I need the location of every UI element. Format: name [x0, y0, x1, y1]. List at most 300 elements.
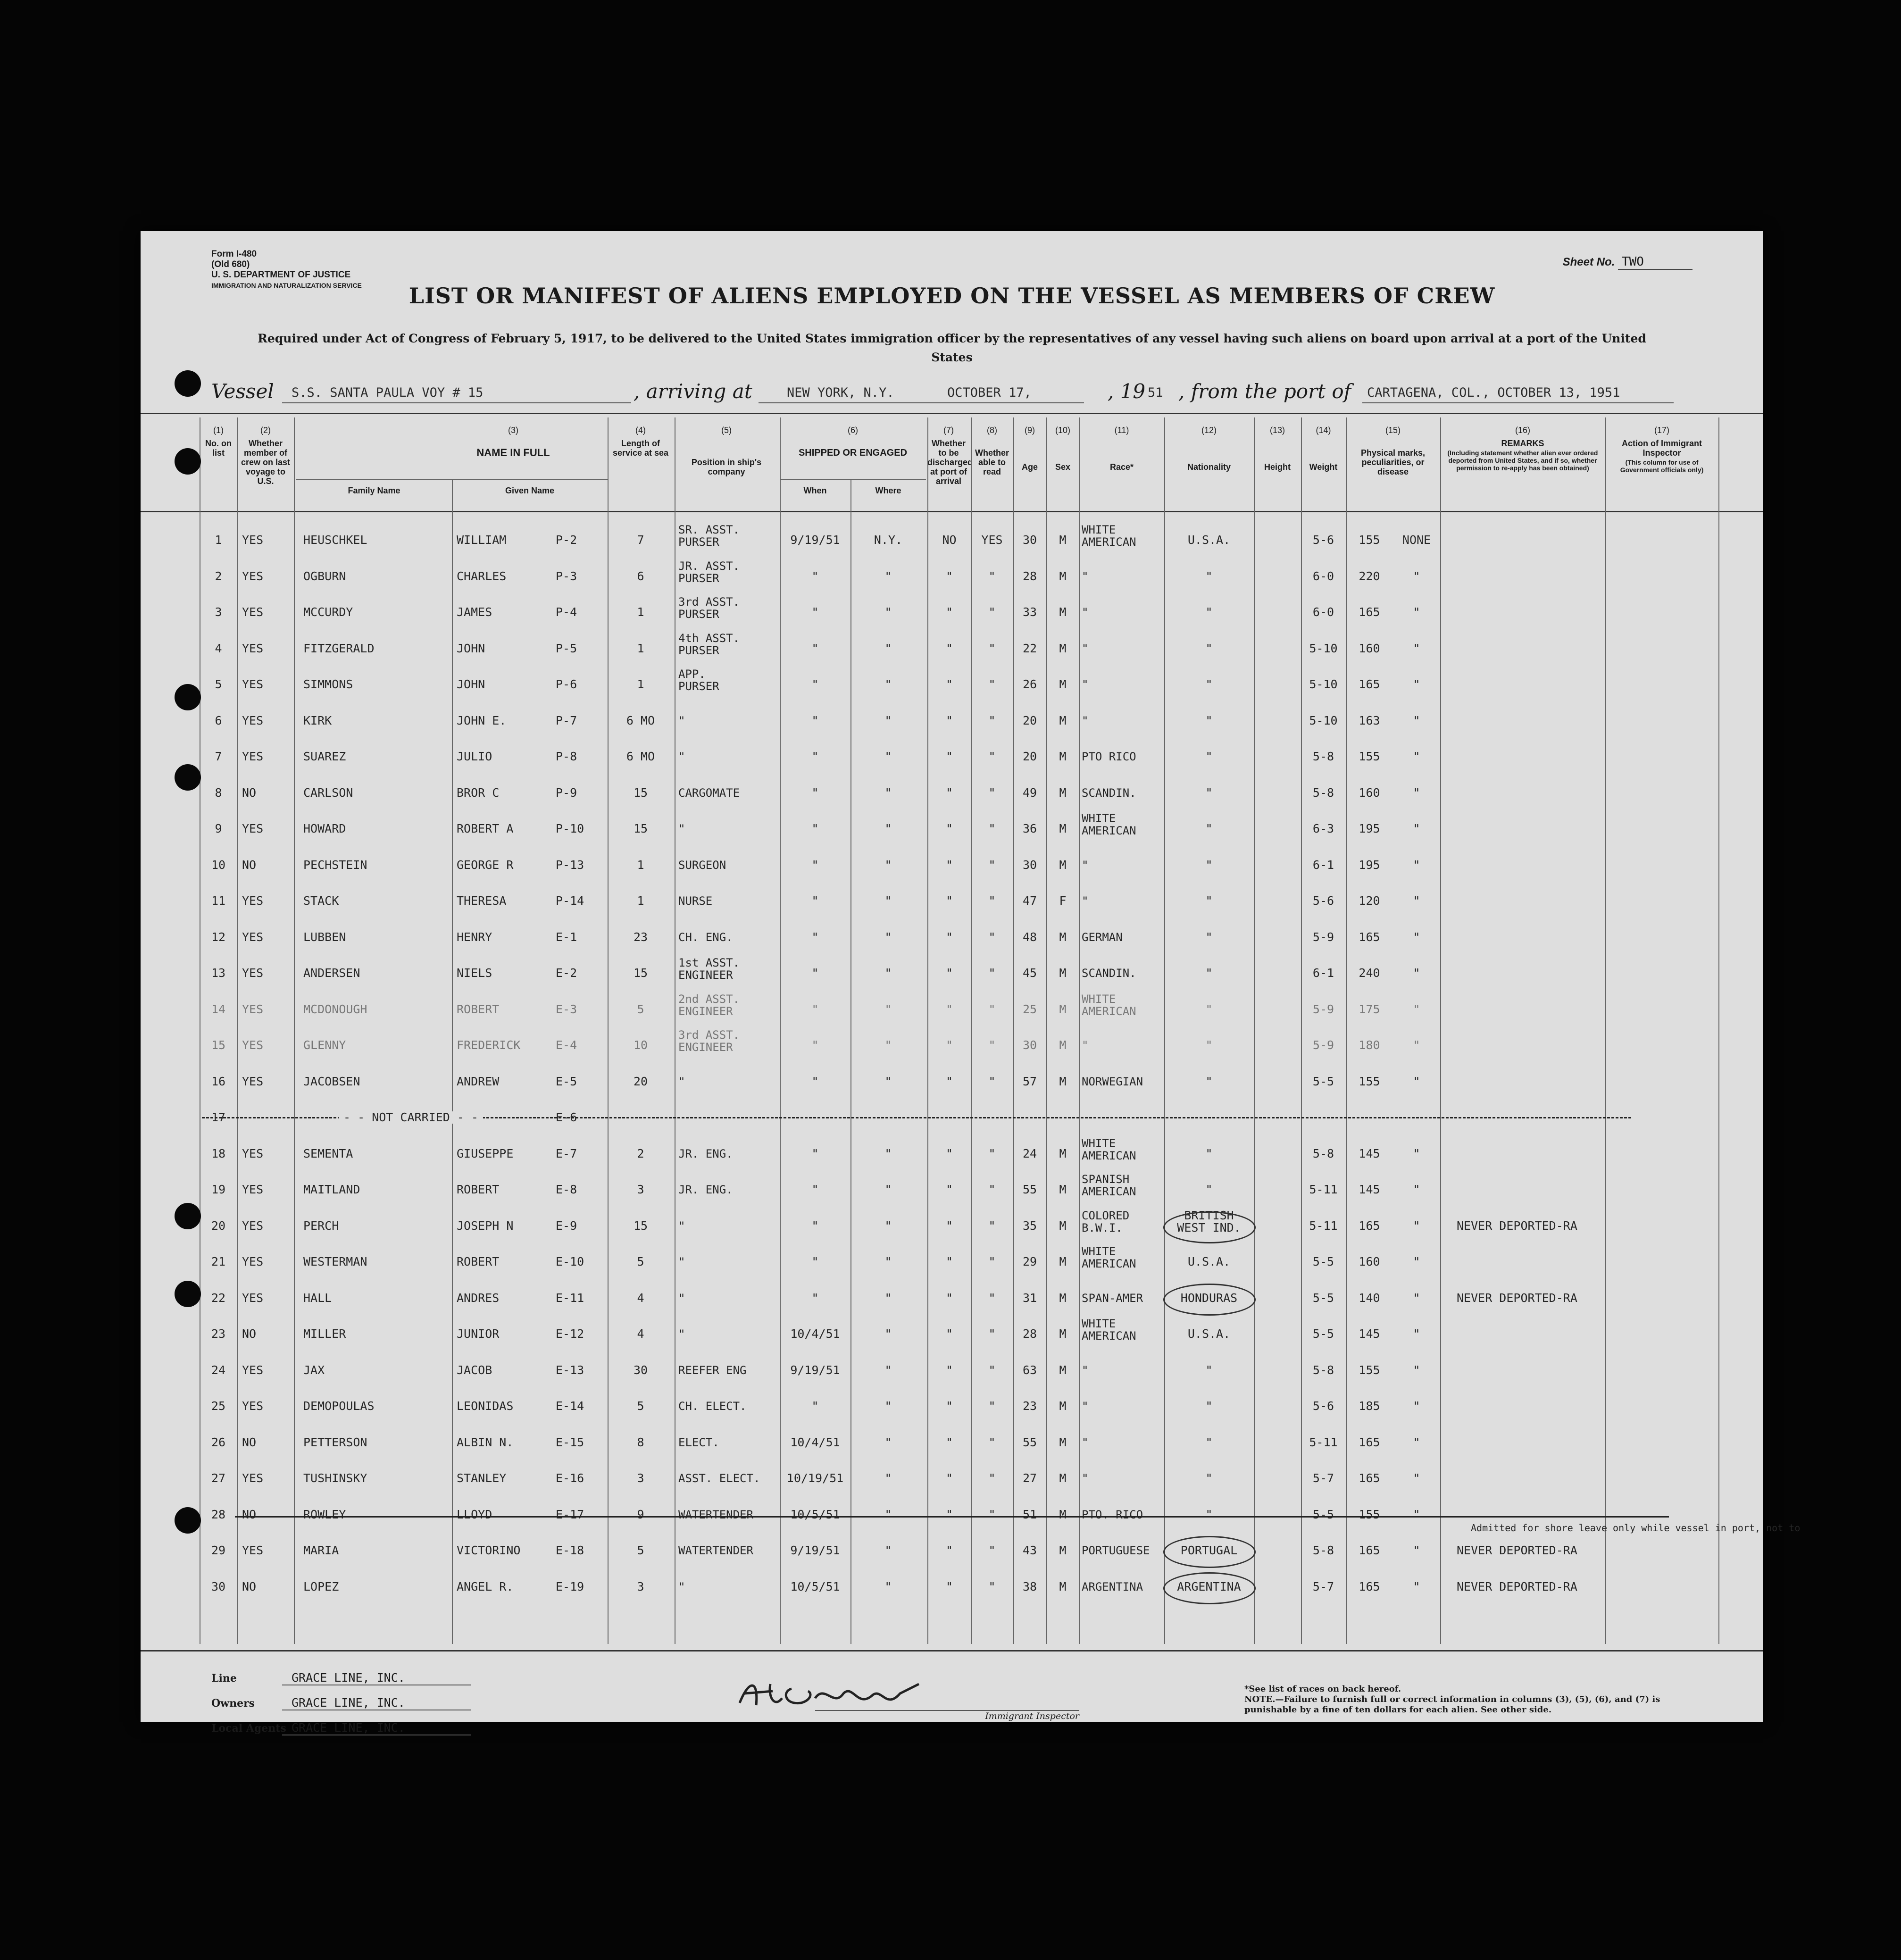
cell-race: " — [1082, 569, 1089, 583]
cell-position: " — [678, 1075, 685, 1088]
cell-read: " — [988, 750, 996, 763]
cell-age: 57 — [1022, 1074, 1037, 1088]
cell-height: 5-6 — [1312, 894, 1334, 908]
cell-when: " — [811, 1002, 819, 1016]
cell-where: " — [884, 785, 892, 800]
cell-when: 10/5/51 — [790, 1507, 840, 1521]
cell-code: P-10 — [556, 822, 584, 835]
cell-when: " — [811, 1291, 819, 1305]
cell-when: " — [811, 858, 819, 872]
cell-service: 6 MO — [626, 713, 655, 727]
cell-when: " — [811, 569, 819, 583]
cell-when: " — [811, 641, 819, 655]
cell-when: " — [811, 677, 819, 691]
cell-no: 16 — [211, 1074, 226, 1088]
cell-weight: 163 — [1359, 713, 1380, 727]
cell-weight: 165 — [1359, 1543, 1380, 1557]
agents-value: GRACE LINE, INC. — [282, 1721, 471, 1735]
cell-code: E-10 — [556, 1255, 584, 1268]
cell-height: 5-9 — [1312, 1002, 1334, 1016]
cell-weight: 240 — [1359, 966, 1380, 980]
cell-discharged: " — [945, 1471, 953, 1485]
cell-discharged: " — [945, 569, 953, 583]
cell-crew: YES — [242, 822, 264, 835]
vessel-name: S.S. SANTA PAULA VOY # 15 — [292, 385, 484, 400]
cell-crew: NO — [242, 785, 257, 800]
cell-no: 21 — [211, 1255, 226, 1268]
cell-marks: " — [1413, 569, 1420, 583]
owners-value: GRACE LINE, INC. — [282, 1696, 471, 1710]
cell-family: ROWLEY — [303, 1507, 346, 1521]
cell-nationality: " — [1205, 1038, 1213, 1052]
table-row — [141, 1101, 1763, 1137]
cell-read: " — [988, 1291, 996, 1305]
cell-age: 35 — [1022, 1218, 1037, 1233]
cell-no: 11 — [211, 894, 226, 908]
cell-given: HENRY — [457, 930, 492, 944]
cell-given: ROBERT — [457, 1183, 500, 1196]
cell-sex: M — [1059, 1146, 1067, 1160]
table-row — [141, 1498, 1801, 1534]
cell-crew: YES — [242, 894, 264, 908]
cell-service: 6 MO — [626, 750, 655, 763]
cell-where: " — [884, 677, 892, 691]
cell-weight: 155 — [1359, 1363, 1380, 1377]
cell-given: JACOB — [457, 1363, 492, 1377]
cell-nationality: " — [1205, 1183, 1213, 1196]
cell-family: PERCH — [303, 1218, 339, 1233]
page-subtitle: Required under Act of Congress of February 5, 1917, to be delivered to the United States immigration officer by the representatives of any vessel having such aliens on board upon arrival at a port of the United States — [258, 332, 1646, 364]
cell-position: " — [678, 750, 685, 763]
cell-discharged: " — [945, 1543, 953, 1557]
cell-weight: 145 — [1359, 1183, 1380, 1196]
cell-family: KIRK — [303, 713, 332, 727]
cell-position: " — [678, 822, 685, 835]
cell-weight: 160 — [1359, 641, 1380, 655]
cell-where: " — [884, 1543, 892, 1557]
cell-marks: " — [1413, 894, 1420, 908]
cell-given: JULIO — [457, 750, 492, 763]
table-row — [141, 1209, 1763, 1245]
cell-race: " — [1082, 1400, 1089, 1413]
cell-when: " — [811, 785, 819, 800]
cell-nationality: " — [1205, 1435, 1213, 1449]
cell-weight: 160 — [1359, 785, 1380, 800]
cell-crew: YES — [242, 641, 264, 655]
cell-discharged: " — [945, 1399, 953, 1413]
cell-position: APP. PURSER — [678, 667, 719, 693]
cell-discharged: " — [945, 966, 953, 980]
cell-given: JAMES — [457, 605, 492, 619]
cell-discharged: " — [945, 713, 953, 727]
cell-read: " — [988, 1543, 996, 1557]
cell-height: 6-1 — [1312, 858, 1334, 872]
cell-position: WATERTENDER — [678, 1544, 753, 1557]
footnotes: *See list of races on back hereof. NOTE.—Failure to furnish full or correct information in columns (3), (5), (6), and (7) is punishable by a fine of ten dollars for each alien. See other side. — [1244, 1684, 1660, 1715]
cell-code: P-4 — [556, 605, 577, 619]
cell-family: LOPEZ — [303, 1579, 339, 1593]
cell-when: 9/19/51 — [790, 1363, 840, 1377]
cell-crew: YES — [242, 1399, 264, 1413]
cell-given: NIELS — [457, 966, 492, 980]
cell-service: 7 — [637, 533, 644, 547]
cell-race: " — [1082, 1039, 1089, 1052]
cell-height: 5-10 — [1309, 677, 1338, 691]
cell-read: " — [988, 1327, 996, 1341]
cell-when: 9/19/51 — [790, 533, 840, 547]
cell-no: 1 — [215, 533, 222, 547]
cell-sex: M — [1059, 605, 1067, 619]
cell-position: REEFER ENG — [678, 1363, 747, 1377]
cell-read: " — [988, 713, 996, 727]
cell-height: 6-3 — [1312, 822, 1334, 835]
departure-port: CARTAGENA, COL., OCTOBER 13, 1951 — [1367, 385, 1620, 400]
cell-no: 4 — [215, 641, 222, 655]
cell-crew: YES — [242, 1291, 264, 1305]
cell-where: " — [884, 966, 892, 980]
cell-when: " — [811, 822, 819, 835]
cell-given: GEORGE R — [457, 858, 514, 872]
cell-sex: M — [1059, 677, 1067, 691]
table-row — [141, 596, 1763, 632]
cell-height: 5-7 — [1312, 1579, 1334, 1593]
cell-when: " — [811, 1399, 819, 1413]
cell-sex: M — [1059, 1471, 1067, 1485]
sheet-number: Sheet No. TWO — [1563, 255, 1693, 270]
cell-weight: 165 — [1359, 677, 1380, 691]
cell-age: 23 — [1022, 1399, 1037, 1413]
cell-nationality: " — [1205, 1399, 1213, 1413]
cell-age: 49 — [1022, 785, 1037, 800]
cell-marks: " — [1413, 1507, 1420, 1521]
cell-family: SUAREZ — [303, 750, 346, 763]
table-row — [141, 993, 1763, 1029]
cell-no: 18 — [211, 1146, 226, 1160]
cell-sex: M — [1059, 641, 1067, 655]
cell-family: CARLSON — [303, 785, 353, 800]
cell-race: " — [1082, 1435, 1089, 1449]
cell-weight: 140 — [1359, 1291, 1380, 1305]
cell-read: " — [988, 1218, 996, 1233]
cell-family: JACOBSEN — [303, 1074, 360, 1088]
cell-no: 8 — [215, 785, 222, 800]
cell-marks: " — [1413, 1002, 1420, 1016]
cell-code: E-5 — [556, 1074, 577, 1088]
cell-read: " — [988, 894, 996, 908]
cell-height: 5-6 — [1312, 1399, 1334, 1413]
cell-read: " — [988, 966, 996, 980]
cell-weight: 195 — [1359, 822, 1380, 835]
cell-when: 10/4/51 — [790, 1435, 840, 1449]
cell-code: P-3 — [556, 569, 577, 583]
manifest-sheet: Form I-480 (Old 680) U. S. DEPARTMENT OF JUSTICE IMMIGRATION AND NATURALIZATION SERVICE Sheet No. TWO LIST OR MANIFEST OF ALIENS EMPLOYED ON THE VESSEL AS MEMBERS OF CREW Required under Act of Congress of February 5, 1917, to be delivered to the United States immigration officer by the representatives of any vessel having such aliens on board upon arrival at a port of the United States Vessel S.S. SANTA PAULA VOY # 15 , arriving at NEW YORK, N.Y. OCTOBER 17, , 19 51 , from the port of CARTAGENA, COL., OCTOBER 13, 1951 (1) No. on list (2) Whether member of crew on last voyage to U.S. (3) NAME IN FULL Family Name Given Name (4) Length of service at sea (5) Position in ship's company (6) SHIPPED OR ENGAGED When Where (7) Whether to be discharged at port of arrival (8) Whether able to read (9) Age (10) Sex (11) Race* (12) Nationality (13) Height (14) Weight (15) Physical marks, peculiarities, or disease (16) REMARKS (Including statement whether alien ever ordered deported from United States, and if so, whether permission to re-apply has been obtained) (17) Action of Immigrant Inspector (This column for use of Government officials only) 1 YES HEUSCHKEL WILLIAM P-2 7 SR. ASST. PURSER 9/19/51 N.Y. NO YES 30 M WHITE AMERICAN U.S.A. 5-6 155 NONE 2 YES OGBURN CHARLES P-3 6 JR. ASST. PURSER " " " " 28 M " " 6-0 220 " 3 YES MCCURDY JAMES P-4 1 3rd ASST. PURSER " " " " 33 M " " 6-0 165 " 4 YES FITZGERALD JOHN P-5 1 4th ASST. PURSER " " " " 22 M " " 5-10 160 " 5 YES SIMMONS JOHN P-6 1 APP. PURSER " " " " 26 M " " 5-10 165 " 6 YES KIRK JOHN E. P-7 6 MO " " " " " 20 M " " 5-10 163 " 7 YES SUAREZ JULIO P-8 6 MO " " " " " 20 M PTO RICO " 5-8 155 " 8 NO CARLSON BROR C P-9 15 CARGOMATE " " " " 49 M SCANDIN. " 5-8 160 " 9 YES HOWARD ROBERT A P-10 15 " " " " " 36 M WHITE AMERICAN " 6-3 195 " 10 NO PECHSTEIN GEORGE R P-13 1 SURGEON " " " " 30 M " " 6-1 195 " 11 YES STACK THERESA P-14 1 NURSE " " " " 47 F " " 5-6 120 " 12 YES LUBBEN HENRY E-1 23 CH. ENG. " " " " 48 M GERMAN " 5-9 165 " 13 YES ANDERSEN NIELS E-2 15 1st ASST. ENGINEER " " " " 45 M SCANDIN. " 6-1 240 " 14 YES MCDONOUGH ROBERT E-3 5 2nd ASST. ENGINEER " " " " 25 M WHITE AMERICAN " 5-9 175 " 15 YES GLENNY FREDERICK E-4 10 3rd ASST. ENGINEER " " " " 30 M " " 5-9 180 " 16 YES JACOBSEN ANDREW E-5 20 " " " " " 57 M NORWEGIAN " 5-5 155 " 17 E-6 - - NOT CARRIED - - 18 YES SEMENTA GIUSEPPE E-7 2 JR. ENG. " " " " 24 M WHITE AMERICAN " 5-8 145 " 19 YES MAITLAND ROBERT E-8 3 JR. ENG. " " " " 55 M SPANISH AMERICAN " 5-11 145 " 20 YES PERCH JOSEPH N E-9 15 " " " " " 35 M COLORED B.W.I. BRITISH WEST IND. 5-11 165 " NEVER DEPORTED-RA 21 YES WESTERMAN ROBERT E-10 5 " " " " " 29 M WHITE AMERICAN U.S.A. 5-5 160 " 22 YES HALL ANDRES E-11 4 " " " " " 31 M SPAN-AMER HONDURAS 5-5 140 " NEVER DEPORTED-RA 23 NO MILLER JUNIOR E-12 4 " 10/4/51 " " " 28 M WHITE AMERICAN U.S.A. 5-5 145 " 24 YES JAX JACOB E-13 30 REEFER ENG 9/19/51 " " " 63 M " " 5-8 155 " 25 YES DEMOPOULAS LEONIDAS E-14 5 CH. ELECT. " " " " 23 M " " 5-6 185 " 26 NO PETTERSON ALBIN N. E-15 8 ELECT. 10/4/51 " " " 55 M " " 5-11 165 " 27 YES TUSHINSKY STANLEY E-16 3 ASST. ELECT. 10/19/51 " " " 27 M " " 5-7 165 " 28 NO ROWLEY LLOYD E-17 9 WATERTENDER 10/5/51 " " " 51 M PTO. RICO " 5-5 155 " Admitted for shore leave only while vessel in port, not to 29 YES MARIA VICTORINO E-18 5 WATERTENDER 9/19/51 " " " 43 M PORTUGUESE PORTUGAL 5-8 165 " NEVER DEPORTED-RA 30 NO LOPEZ ANGEL R. E-19 3 " 10/5/51 " " " 38 M ARGENTINA ARGENTINA 5-7 165 " NEVER DEPORTED-RA Line GRACE LINE, INC. Owners GRACE LINE, INC. Local Agents GRACE LINE, INC. Immigrant Inspector *See list of races on back hereof. NOTE.—Failure to furnish full or correct information in columns (3), (5), (6), and (7) is punishable by a fine of ten dollars for each alien. See other side. — [141, 231, 1763, 1722]
cell-service: 5 — [637, 1399, 644, 1413]
cell-race: WHITE AMERICAN — [1082, 1317, 1136, 1343]
cell-service: 1 — [637, 894, 644, 908]
cell-read: " — [988, 785, 996, 800]
cell-race: " — [1082, 678, 1089, 691]
cell-nationality: " — [1205, 1146, 1213, 1160]
cell-code: E-15 — [556, 1435, 584, 1449]
cell-weight: 160 — [1359, 1255, 1380, 1268]
cell-age: 30 — [1022, 1038, 1037, 1052]
cell-service: 6 — [637, 569, 644, 583]
cell-nationality: PORTUGAL — [1180, 1543, 1238, 1557]
cell-family: SIMMONS — [303, 677, 353, 691]
table-row — [141, 740, 1763, 776]
table-row — [141, 1354, 1763, 1390]
cell-race: GERMAN — [1082, 930, 1123, 944]
cell-age: 25 — [1022, 1002, 1037, 1016]
cell-race: SPAN-AMER — [1082, 1291, 1143, 1305]
cell-marks: " — [1413, 1363, 1420, 1377]
cell-discharged: " — [945, 1327, 953, 1341]
cell-weight: 155 — [1359, 1074, 1380, 1088]
cell-when: " — [811, 750, 819, 763]
cell-age: 43 — [1022, 1543, 1037, 1557]
cell-service: 5 — [637, 1543, 644, 1557]
cell-height: 5-11 — [1309, 1183, 1338, 1196]
cell-code: E-18 — [556, 1543, 584, 1557]
cell-where: " — [884, 1399, 892, 1413]
cell-code: E-3 — [556, 1002, 577, 1016]
cell-read: " — [988, 1146, 996, 1160]
cell-service: 8 — [637, 1435, 644, 1449]
cell-position: JR. ASST. PURSER — [678, 559, 740, 585]
cell-when: " — [811, 1255, 819, 1268]
cell-where: " — [884, 1507, 892, 1521]
cell-when: " — [811, 1146, 819, 1160]
cell-race: WHITE AMERICAN — [1082, 1136, 1136, 1162]
cell-no: 9 — [215, 822, 222, 835]
cell-family: HALL — [303, 1291, 332, 1305]
nationality-circle — [1163, 1572, 1256, 1604]
form-identifier: Form I-480 (Old 680) U. S. DEPARTMENT OF JUSTICE IMMIGRATION AND NATURALIZATION SERVICE — [211, 249, 362, 289]
cell-weight: 155 — [1359, 750, 1380, 763]
cell-discharged: " — [945, 1038, 953, 1052]
cell-height: 5-8 — [1312, 1543, 1334, 1557]
cell-weight: 180 — [1359, 1038, 1380, 1052]
cell-given: ANGEL R. — [457, 1579, 514, 1593]
cell-age: 26 — [1022, 677, 1037, 691]
cell-discharged: " — [945, 750, 953, 763]
cell-discharged: " — [945, 894, 953, 908]
binder-hole — [175, 1507, 201, 1534]
cell-position: ELECT. — [678, 1435, 719, 1449]
cell-crew: YES — [242, 605, 264, 619]
cell-crew: YES — [242, 930, 264, 944]
cell-discharged: " — [945, 1002, 953, 1016]
cell-given: WILLIAM — [457, 533, 507, 547]
cell-service: 1 — [637, 677, 644, 691]
cell-no: 13 — [211, 966, 226, 980]
cell-crew: YES — [242, 966, 264, 980]
cell-service: 20 — [633, 1074, 648, 1088]
cell-read: " — [988, 1363, 996, 1377]
cell-family: STACK — [303, 894, 339, 908]
cell-crew: YES — [242, 713, 264, 727]
cell-where: " — [884, 894, 892, 908]
cell-marks: " — [1413, 1471, 1420, 1485]
cell-discharged: " — [945, 1435, 953, 1449]
cell-sex: M — [1059, 1218, 1067, 1233]
cell-crew: YES — [242, 569, 264, 583]
cell-given: ANDREW — [457, 1074, 500, 1088]
cell-discharged: " — [945, 1255, 953, 1268]
cell-remarks: NEVER DEPORTED-RA — [1457, 1218, 1577, 1233]
cell-code: E-11 — [556, 1291, 584, 1305]
cell-height: 5-9 — [1312, 1038, 1334, 1052]
cell-crew: YES — [242, 1363, 264, 1377]
cell-no: 27 — [211, 1471, 226, 1485]
cell-where: " — [884, 1002, 892, 1016]
cell-marks: " — [1413, 930, 1420, 944]
cell-height: 5-10 — [1309, 641, 1338, 655]
cell-when: " — [811, 894, 819, 908]
cell-family: HOWARD — [303, 822, 346, 835]
cell-sex: M — [1059, 785, 1067, 800]
cell-given: JOHN E. — [457, 713, 507, 727]
cell-code: P-14 — [556, 894, 584, 908]
cell-given: JOHN — [457, 641, 485, 655]
cell-age: 28 — [1022, 569, 1037, 583]
cell-sex: M — [1059, 1363, 1067, 1377]
cell-given: ANDRES — [457, 1291, 500, 1305]
cell-position: " — [678, 1219, 685, 1233]
cell-sex: M — [1059, 569, 1067, 583]
cell-family: MCCURDY — [303, 605, 353, 619]
cell-family: PETTERSON — [303, 1435, 367, 1449]
cell-service: 1 — [637, 858, 644, 872]
cell-family: FITZGERALD — [303, 641, 375, 655]
cell-position: JR. ENG. — [678, 1183, 733, 1196]
nationality-circle — [1163, 1208, 1256, 1243]
cell-sex: M — [1059, 1579, 1067, 1593]
cell-age: 55 — [1022, 1435, 1037, 1449]
cell-nationality: ARGENTINA — [1177, 1579, 1241, 1593]
cell-no: 15 — [211, 1038, 226, 1052]
cell-age: 45 — [1022, 966, 1037, 980]
cell-race: PORTUGUESE — [1082, 1544, 1150, 1557]
cell-where: " — [884, 1327, 892, 1341]
cell-given: ROBERT — [457, 1002, 500, 1016]
cell-when: 10/5/51 — [790, 1579, 840, 1593]
cell-code: E-9 — [556, 1218, 577, 1233]
cell-when: " — [811, 605, 819, 619]
cell-height: 5-9 — [1312, 930, 1334, 944]
binder-hole — [175, 684, 201, 710]
table-row — [141, 1426, 1763, 1462]
cell-when: 9/19/51 — [790, 1543, 840, 1557]
cell-weight: 195 — [1359, 858, 1380, 872]
cell-position: NURSE — [678, 894, 713, 908]
cell-discharged: " — [945, 605, 953, 619]
table-row — [141, 812, 1763, 848]
cell-service: 10 — [633, 1038, 648, 1052]
cell-crew: YES — [242, 1074, 264, 1088]
cell-crew: YES — [242, 533, 264, 547]
cell-discharged: " — [945, 1507, 953, 1521]
cell-service: 15 — [633, 785, 648, 800]
cell-service: 2 — [637, 1146, 644, 1160]
cell-service: 4 — [637, 1291, 644, 1305]
cell-sex: M — [1059, 966, 1067, 980]
cell-service: 3 — [637, 1579, 644, 1593]
cell-race: " — [1082, 606, 1089, 619]
cell-nationality: " — [1205, 713, 1213, 727]
cell-code: E-4 — [556, 1038, 577, 1052]
cell-height: 5-11 — [1309, 1435, 1338, 1449]
cell-crew: NO — [242, 1579, 257, 1593]
cell-nationality: " — [1205, 822, 1213, 835]
cell-sex: M — [1059, 1507, 1067, 1521]
cell-given: JOHN — [457, 677, 485, 691]
cell-where: " — [884, 641, 892, 655]
cell-no: 6 — [215, 713, 222, 727]
cell-given: ROBERT A — [457, 822, 514, 835]
cell-code: E-6 — [556, 1110, 577, 1124]
cell-weight: 165 — [1359, 1471, 1380, 1485]
cell-position: 2nd ASST. ENGINEER — [678, 992, 740, 1018]
cell-crew: NO — [242, 1435, 257, 1449]
cell-race: " — [1082, 1363, 1089, 1377]
cell-age: 20 — [1022, 750, 1037, 763]
cell-age: 27 — [1022, 1471, 1037, 1485]
table-row — [141, 1065, 1763, 1101]
line-value: GRACE LINE, INC. — [282, 1671, 471, 1685]
cell-crew: YES — [242, 1218, 264, 1233]
cell-sex: M — [1059, 1291, 1067, 1305]
cell-age: 47 — [1022, 894, 1037, 908]
cell-code: P-6 — [556, 677, 577, 691]
cell-code: E-14 — [556, 1399, 584, 1413]
cell-position: CH. ELECT. — [678, 1400, 747, 1413]
cell-sex: M — [1059, 1543, 1067, 1557]
cell-given: ROBERT — [457, 1255, 500, 1268]
cell-crew: YES — [242, 1255, 264, 1268]
cell-crew: YES — [242, 1543, 264, 1557]
cell-discharged: " — [945, 858, 953, 872]
cell-no: 14 — [211, 1002, 226, 1016]
cell-weight: 165 — [1359, 1435, 1380, 1449]
inspector-signature — [730, 1665, 947, 1717]
cell-sex: M — [1059, 1255, 1067, 1268]
cell-age: 36 — [1022, 822, 1037, 835]
cell-where: " — [884, 713, 892, 727]
arrival-port: NEW YORK, N.Y. — [787, 385, 894, 400]
cell-marks: " — [1413, 1291, 1420, 1305]
cell-marks: " — [1413, 750, 1420, 763]
cell-position: " — [678, 1327, 685, 1341]
cell-race: " — [1082, 858, 1089, 872]
cell-height: 5-10 — [1309, 713, 1338, 727]
cell-age: 63 — [1022, 1363, 1037, 1377]
cell-weight: 165 — [1359, 1218, 1380, 1233]
cell-given: JOSEPH N — [457, 1218, 514, 1233]
cell-when: 10/19/51 — [786, 1471, 844, 1485]
cell-crew: YES — [242, 750, 264, 763]
cell-when: " — [811, 1183, 819, 1196]
cell-sex: M — [1059, 1074, 1067, 1088]
cell-nationality: " — [1205, 785, 1213, 800]
cell-where: " — [884, 858, 892, 872]
cell-where: " — [884, 1363, 892, 1377]
cell-read: " — [988, 822, 996, 835]
cell-race: " — [1082, 642, 1089, 655]
table-row — [141, 1173, 1763, 1209]
binder-hole — [175, 1281, 201, 1307]
cell-no: 12 — [211, 930, 226, 944]
